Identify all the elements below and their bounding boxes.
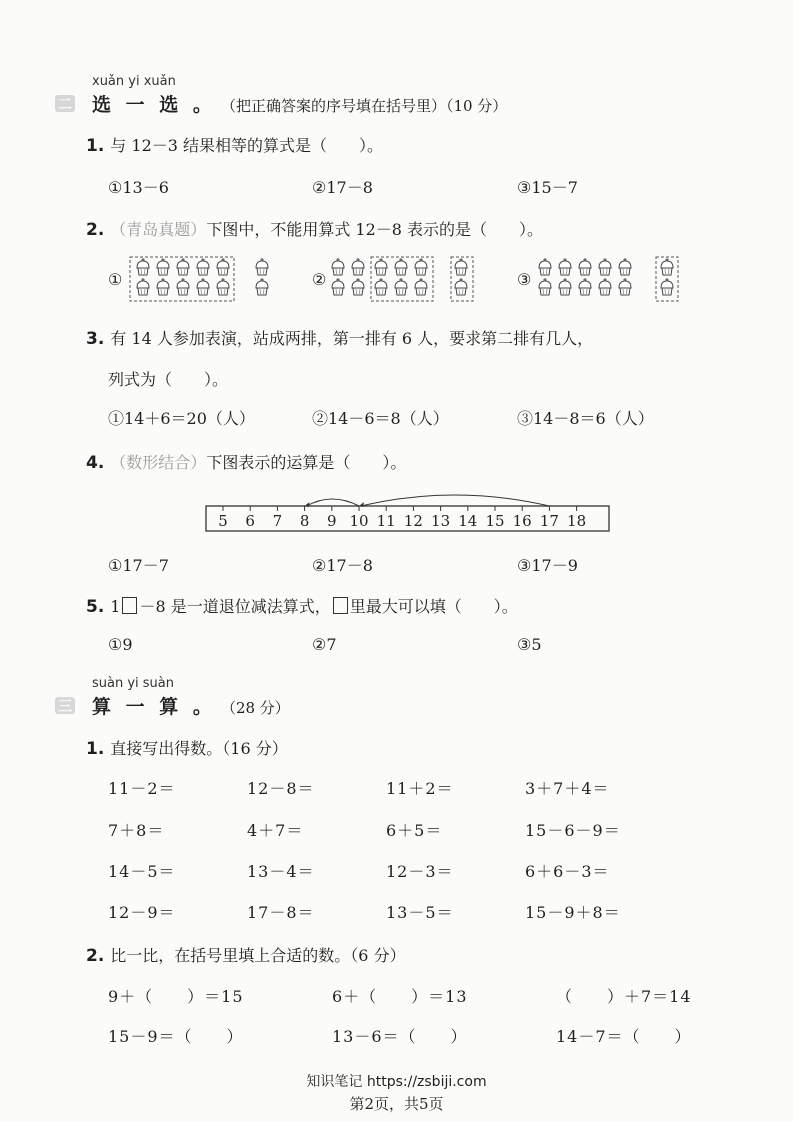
fill-blank-item: 9＋（ ）＝15 — [108, 987, 244, 1006]
cupcake-icon — [375, 278, 387, 295]
calc-item: 13－5＝ — [386, 903, 454, 922]
number-line-label: 12 — [403, 512, 423, 530]
option-1-3: ③15－7 — [517, 178, 578, 197]
option-3-1: ①14＋6＝20（人） — [108, 409, 255, 428]
number-line — [200, 478, 620, 536]
number-line-label: 5 — [218, 512, 228, 530]
calc-item: 11＋2＝ — [386, 779, 454, 798]
fill-blank-item: （ ）＋7＝14 — [556, 987, 692, 1006]
option-5-2: ②7 — [312, 635, 337, 654]
number-line-label: 8 — [299, 512, 310, 530]
calc-item: 12－3＝ — [386, 862, 454, 881]
cupcake-icon — [177, 278, 189, 295]
number-line-label: 6 — [245, 512, 255, 530]
option-5-1: ①9 — [108, 635, 133, 654]
cupcake-icon — [661, 278, 673, 295]
jump-arc — [307, 499, 359, 506]
number-line-label: 9 — [327, 512, 337, 530]
calc-question-1 — [86, 736, 288, 759]
question-number: 1. — [86, 739, 105, 759]
calc-item: 12－9＝ — [108, 903, 176, 922]
question-number: 2. — [86, 220, 105, 240]
question-1 — [86, 133, 383, 156]
question-number: 2. — [86, 946, 105, 966]
number-line-label: 11 — [376, 512, 396, 530]
question-3 — [86, 326, 593, 349]
fill-blank-item: 13－6＝（ ） — [332, 1027, 468, 1046]
section3-badge: 三 — [55, 697, 75, 714]
cupcake-icon — [599, 278, 611, 295]
calc-item: 14－5＝ — [108, 862, 176, 881]
question-number: 5. — [86, 597, 105, 617]
cupcake-icon — [217, 258, 229, 275]
question-text: 下图表示的运算是（ ）。 — [206, 453, 407, 472]
cupcake-icon — [197, 278, 209, 295]
cupcake-icon — [137, 258, 149, 275]
cupcake-icon — [455, 278, 467, 295]
option-4-3: ③17－9 — [517, 556, 578, 575]
calc-item: 12－8＝ — [247, 779, 315, 798]
footer-site: 知识笔记 https://zsbiji.com — [306, 1074, 487, 1090]
cupcake-icon — [177, 258, 189, 275]
cupcake-icon — [395, 258, 407, 275]
cupcake-icon — [137, 278, 149, 295]
calc-item: 6＋5＝ — [386, 821, 443, 840]
cupcake-icon — [619, 278, 631, 295]
option-1-1: ①13－6 — [108, 178, 169, 197]
section2-title: 选 一 选 。 — [92, 94, 216, 116]
cupcake-icon — [579, 258, 591, 275]
option-3-3: ③14－8＝6（人） — [517, 409, 654, 428]
question-text: 直接写出得数。（16 分） — [110, 739, 288, 758]
question-text: 比一比，在括号里填上合适的数。（6 分） — [110, 946, 406, 965]
cupcake-icon — [661, 258, 673, 275]
fill-blank-item: 6＋（ ）＝13 — [332, 987, 468, 1006]
cupcake-icon — [332, 258, 344, 275]
question-text-b: －8 是一道退位减法算式， — [139, 597, 331, 616]
cupcake-icon — [395, 278, 407, 295]
cupcake-icon — [197, 258, 209, 275]
section2-pinyin: xuǎn yi xuǎn — [92, 74, 176, 89]
jump-arc — [361, 495, 549, 506]
section3-pinyin: suàn yi suàn — [92, 676, 175, 691]
cupcake-icon — [559, 278, 571, 295]
cupcake-icon — [375, 258, 387, 275]
option-5-3: ③5 — [517, 635, 542, 654]
calc-item: 13－4＝ — [247, 862, 315, 881]
cupcake-icon — [352, 278, 364, 295]
option-2-2-label: ② — [312, 270, 327, 289]
question-3-line2: 列式为（ ）。 — [108, 370, 229, 389]
blank-square-icon — [122, 597, 137, 614]
cupcake-icon — [455, 258, 467, 275]
cupcake-icon — [599, 258, 611, 275]
calc-item: 7＋8＝ — [108, 821, 165, 840]
cupcake-icon — [559, 258, 571, 275]
cupcake-icon — [352, 258, 364, 275]
cupcake-icon — [332, 278, 344, 295]
section3-note: （28 分） — [220, 699, 290, 717]
number-line-label: 13 — [431, 512, 451, 530]
section2-heading — [92, 90, 507, 117]
cupcake-icon — [157, 278, 169, 295]
number-line-label: 14 — [458, 512, 478, 530]
question-2 — [86, 217, 543, 240]
cupcake-figures — [0, 250, 793, 306]
question-tag: （数形结合） — [110, 453, 207, 472]
cupcake-icon — [539, 278, 551, 295]
section3-title: 算 一 算 。 — [92, 696, 216, 718]
question-number: 4. — [86, 453, 105, 473]
cupcake-icon — [217, 278, 229, 295]
calc-item: 11－2＝ — [108, 779, 176, 798]
calc-question-2 — [86, 943, 406, 966]
question-4 — [86, 450, 406, 473]
question-text: 下图中，不能用算式 12－8 表示的是（ ）。 — [206, 220, 544, 239]
calc-item: 17－8＝ — [247, 903, 315, 922]
section2-badge: 二 — [55, 95, 75, 112]
cupcake-icon — [415, 278, 427, 295]
calc-item: 3＋7＋4＝ — [525, 779, 610, 798]
calc-item: 15－6－9＝ — [525, 821, 621, 840]
number-line-label: 15 — [485, 512, 505, 530]
question-5 — [86, 594, 518, 617]
number-line-label: 17 — [539, 512, 559, 530]
cupcake-icon — [539, 258, 551, 275]
fill-blank-item: 14－7＝（ ） — [556, 1027, 692, 1046]
cupcake-icon — [415, 258, 427, 275]
question-text: 与 12－3 结果相等的算式是（ ）。 — [110, 136, 384, 155]
cupcake-icon — [579, 278, 591, 295]
option-4-1: ①17－7 — [108, 556, 169, 575]
cupcake-icon — [256, 258, 268, 275]
option-1-2: ②17－8 — [312, 178, 373, 197]
number-line-label: 18 — [567, 512, 587, 530]
option-4-2: ②17－8 — [312, 556, 373, 575]
footer-page: 第2页，共5页 — [349, 1095, 444, 1113]
option-2-3-label: ③ — [517, 270, 532, 289]
option-3-2: ②14－6＝8（人） — [312, 409, 449, 428]
blank-square-icon — [333, 597, 348, 614]
fill-blank-item: 15－9＝（ ） — [108, 1027, 244, 1046]
cupcake-icon — [157, 258, 169, 275]
question-tag: （青岛真题） — [110, 220, 207, 239]
calc-item: 6＋6－3＝ — [525, 862, 610, 881]
number-line-label: 16 — [512, 512, 532, 530]
option-2-1-label: ① — [108, 270, 123, 289]
calc-item: 4＋7＝ — [247, 821, 304, 840]
cupcake-icon — [256, 278, 268, 295]
question-number: 1. — [86, 136, 105, 156]
question-text-a: 1 — [110, 597, 121, 616]
number-line-label: 10 — [349, 512, 369, 530]
question-number: 3. — [86, 329, 105, 349]
section3-heading — [92, 692, 290, 719]
cupcake-icon — [619, 258, 631, 275]
question-text: 有 14 人参加表演，站成两排，第一排有 6 人，要求第二排有几人， — [110, 329, 594, 348]
number-line-label: 7 — [272, 512, 283, 530]
calc-item: 15－9＋8＝ — [525, 903, 621, 922]
section2-note: （把正确答案的序号填在括号里）（10 分） — [220, 97, 508, 115]
question-text-c: 里最大可以填（ ）。 — [349, 597, 518, 616]
